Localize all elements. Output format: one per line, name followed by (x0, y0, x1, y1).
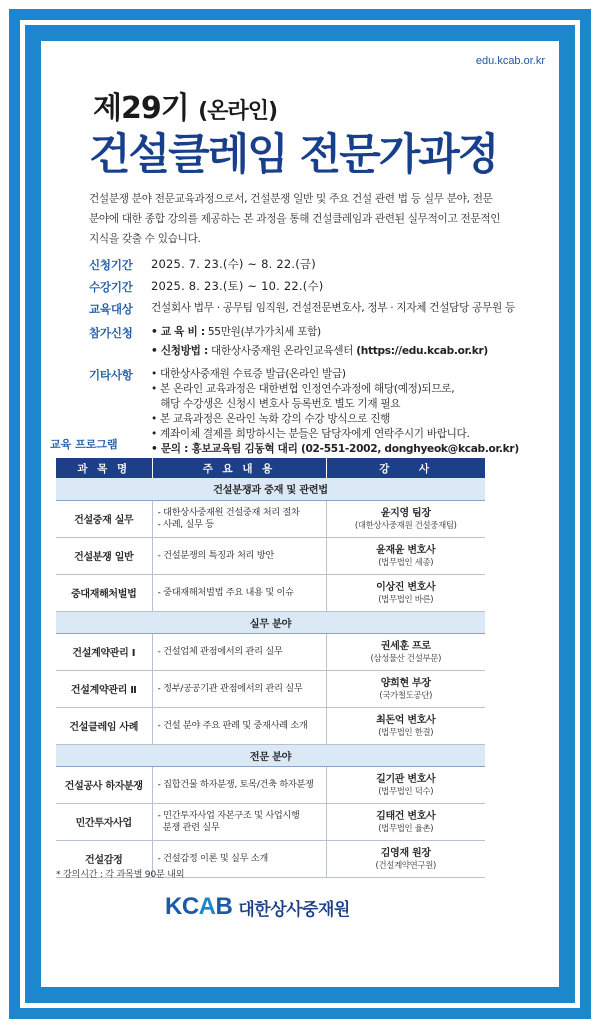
logo-kc: KC (165, 893, 199, 920)
instructor-name: 길기관 변호사 (376, 773, 436, 785)
table-row (56, 766, 485, 803)
table-band-row (56, 478, 485, 500)
content-line: - 중대재해처벌법 주요 내용 및 이슈 (157, 586, 294, 598)
course-name: 중대재해처벌법 (56, 574, 152, 611)
table-row (56, 500, 485, 537)
organization-name: 대한상사중재원 (238, 899, 350, 920)
fee-key: • 교 육 비 : (151, 326, 205, 338)
instructor (326, 766, 485, 803)
course-name: 건설감정 (56, 840, 152, 877)
header-course: 과 목 명 (56, 458, 152, 478)
apply-period-value: 2025. 7. 23.(수) ~ 8. 22.(금) (151, 257, 316, 271)
table-row (56, 537, 485, 574)
instructor-affiliation: (법무법인 바른) (378, 593, 434, 604)
apply-period-label: 신청기간 (89, 258, 133, 272)
instructor-affiliation: (법무법인 세종) (378, 556, 434, 567)
intro-line: 분야에 대한 종합 강의를 제공하는 본 과정을 통해 건설클레임과 관련된 실무적이고 전문적인 (89, 213, 501, 225)
table-band-row (56, 611, 485, 633)
method-url[interactable]: (https://edu.kcab.or.kr) (356, 345, 488, 357)
table-band-row (56, 744, 485, 766)
note-line: • 본 교육과정은 온라인 녹화 강의 수강 방식으로 진행 (151, 413, 391, 425)
table-row (56, 803, 485, 840)
logo-b: B (215, 893, 233, 920)
kcab-logo (165, 893, 350, 921)
cohort-number: 제29기 (93, 91, 189, 126)
other-notes-label: 기타사항 (89, 368, 133, 382)
program-section-title: 교육 프로그램 (50, 438, 118, 451)
other-notes (89, 367, 539, 462)
course-name: 건설계약관리 Ⅱ (56, 670, 152, 707)
registration-details (151, 325, 551, 359)
study-period-label: 수강기간 (89, 280, 133, 294)
content-line: - 정부/공공기관 관점에서의 관리 실무 (157, 682, 303, 694)
study-period-value: 2025. 8. 23.(토) ~ 10. 22.(수) (151, 279, 324, 293)
instructor (326, 707, 485, 744)
instructor (326, 537, 485, 574)
instructor (326, 574, 485, 611)
target-audience-label: 교육대상 (89, 302, 133, 316)
instructor-name: 김태건 변호사 (376, 810, 436, 822)
instructor-name: 권세훈 프로 (380, 640, 431, 652)
note-line: • 대한상사중재원 수료증 발급(온라인 발급) (151, 368, 346, 380)
course-name: 건설중재 실무 (56, 500, 152, 537)
course-content (152, 574, 326, 611)
course-name: 민간투자사업 (56, 803, 152, 840)
table-row (56, 707, 485, 744)
target-audience (89, 301, 539, 317)
instructor (326, 803, 485, 840)
lecture-time-note: * 강의시간 : 각 과목별 90분 내외 (56, 869, 185, 880)
fee-line (151, 325, 551, 340)
other-notes-list (151, 367, 551, 457)
note-line: 해당 수강생은 신청시 변호사 등록번호 별도 기재 필요 (151, 398, 401, 410)
content-line: - 민간투자사업 자본구조 및 사업시행 (157, 809, 300, 821)
band-label: 건설분쟁과 중재 및 관련법 (56, 478, 485, 500)
instructor (326, 633, 485, 670)
course-content (152, 707, 326, 744)
target-audience-value: 건설회사 법무 · 공무팀 임직원, 건설전문변호사, 정부 · 지자체 건설담당 공무원 등 (151, 302, 515, 314)
header-instructor: 강 사 (326, 458, 485, 478)
method-value: 대한상사중재원 온라인교육센터 (207, 345, 357, 357)
course-content (152, 803, 326, 840)
band-label: 실무 분야 (56, 611, 485, 633)
kcab-wordmark (165, 893, 232, 921)
registration-label: 참가신청 (89, 326, 133, 340)
instructor-affiliation: (법무법인 율촌) (378, 822, 434, 833)
course-content (152, 670, 326, 707)
intro-paragraph (89, 189, 517, 249)
content-line: - 건설 분야 주요 판례 및 중재사례 소개 (157, 719, 308, 731)
content-line: 분쟁 관련 실무 (157, 821, 220, 833)
instructor-affiliation: (국가철도공단) (379, 689, 433, 700)
instructor-name: 윤지영 팀장 (380, 507, 431, 519)
instructor-affiliation: (대한상사중재원 건설중재팀) (354, 519, 457, 530)
course-content (152, 766, 326, 803)
table-row (56, 633, 485, 670)
method-key: • 신청방법 : (151, 345, 208, 357)
registration (89, 325, 539, 361)
course-content (152, 537, 326, 574)
instructor-affiliation: (법무법인 한결) (378, 726, 434, 737)
instructor (326, 670, 485, 707)
instructor-affiliation: (건설계약연구원) (375, 859, 436, 870)
content-line: - 집합건물 하자분쟁, 토목/건축 하자분쟁 (157, 778, 314, 790)
note-line: • 본 온라인 교육과정은 대한변협 인정연수과정에 해당(예정)되므로, (151, 383, 455, 395)
program-table (56, 458, 485, 878)
course-name: 건설계약관리 Ⅰ (56, 633, 152, 670)
header-content: 주 요 내 용 (152, 458, 326, 478)
course-name: 건설공사 하자분쟁 (56, 766, 152, 803)
course-title: 건설클레임 전문가과정 (89, 130, 498, 180)
instructor-affiliation: (삼성물산 건설부문) (370, 652, 442, 663)
intro-line: 건설분쟁 분야 전문교육과정으로서, 건설분쟁 일반 및 주요 건설 관련 법 등 실무 분야, 전문 (89, 193, 493, 205)
intro-line: 지식을 갖출 수 있습니다. (89, 233, 201, 245)
table-row (56, 574, 485, 611)
note-line: • 계좌이체 결제를 희망하시는 분들은 담당자에게 연락주시기 바랍니다. (151, 428, 470, 440)
instructor (326, 840, 485, 877)
fee-value: 55만원(부가가치세 포함) (204, 326, 321, 338)
website-url[interactable]: edu.kcab.or.kr (475, 55, 545, 67)
course-content (152, 500, 326, 537)
instructor (326, 500, 485, 537)
instructor-name: 최돈억 변호사 (376, 714, 436, 726)
apply-period (89, 257, 539, 273)
method-line (151, 344, 551, 359)
band-label: 전문 분야 (56, 744, 485, 766)
table-header-row (56, 458, 485, 478)
contact-line[interactable]: • 문의 : 홍보교육팀 김동혁 대리 (02-551-2002, donghyeok@kcab.or.kr) (151, 443, 519, 455)
content-line: - 대한상사중재원 건설중재 처리 절차 (157, 506, 300, 518)
logo-a: A (198, 893, 216, 920)
instructor-affiliation: (법무법인 덕수) (378, 785, 434, 796)
instructor-name: 윤재윤 변호사 (376, 544, 436, 556)
content-line: - 건설업체 관점에서의 관리 실무 (157, 645, 283, 657)
content-line: - 건설감정 이론 및 실무 소개 (157, 852, 268, 864)
table-row (56, 670, 485, 707)
instructor-name: 김영재 원장 (380, 847, 431, 859)
instructor-name: 양희현 부장 (380, 677, 431, 689)
course-name: 건설클레임 사례 (56, 707, 152, 744)
content-line: - 건설분쟁의 특징과 처리 방안 (157, 549, 274, 561)
instructor-name: 이상진 변호사 (376, 581, 436, 593)
content-line: - 사례, 실무 등 (157, 518, 214, 530)
course-name: 건설분쟁 일반 (56, 537, 152, 574)
study-period (89, 279, 539, 295)
course-content (152, 633, 326, 670)
online-tag: (온라인) (198, 99, 278, 124)
